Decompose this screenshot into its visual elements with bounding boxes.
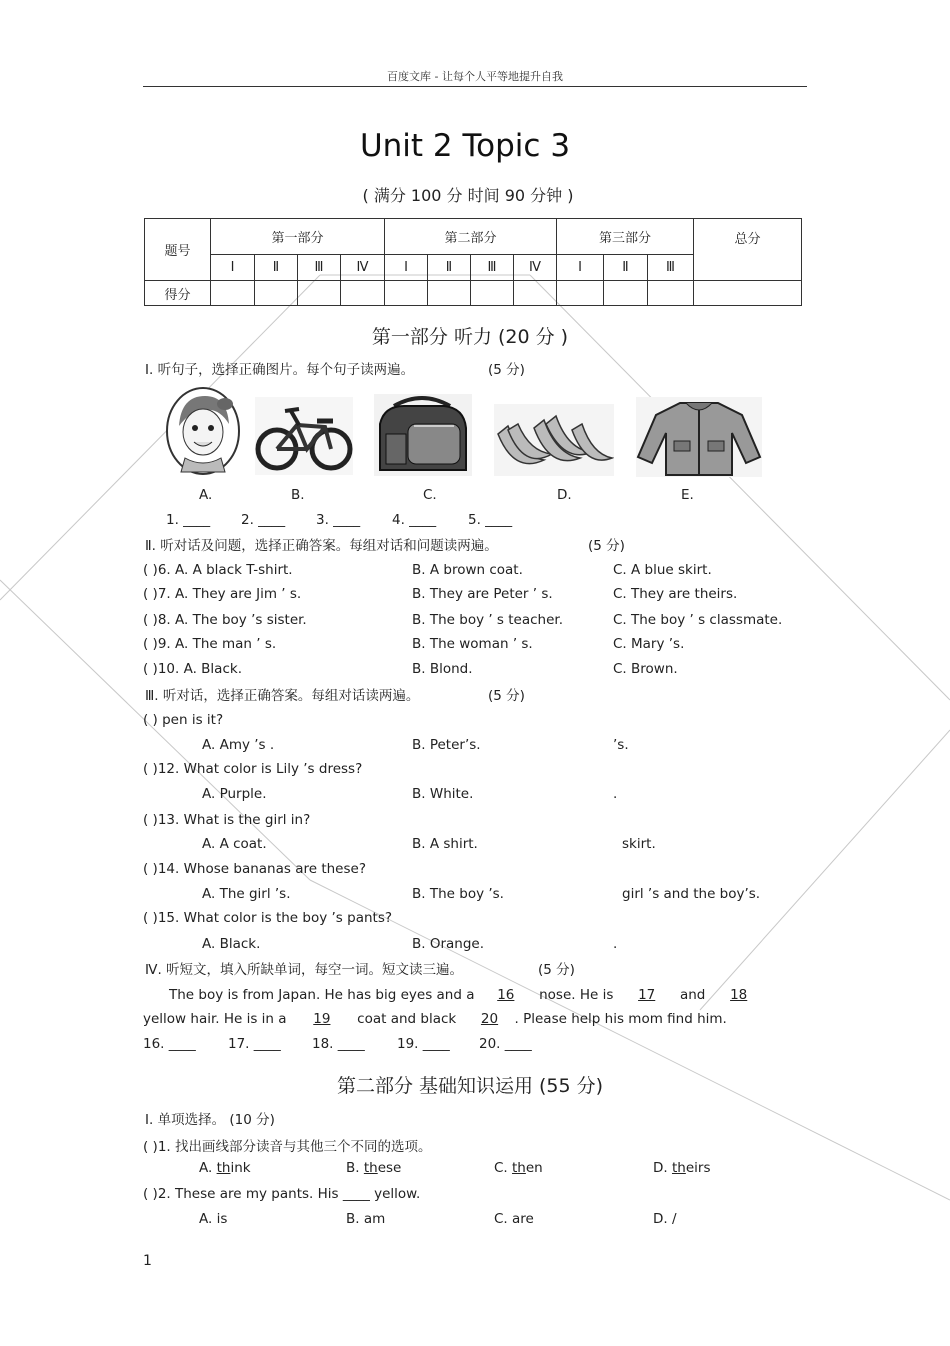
answer-blank[interactable]: 3. ____ bbox=[316, 512, 361, 528]
option-11c: ’s. bbox=[613, 737, 629, 753]
bananas-icon bbox=[494, 404, 614, 476]
picture-label-d: D. bbox=[557, 487, 572, 503]
option-8c: C. The boy ’ s classmate. bbox=[613, 612, 783, 628]
score-cell[interactable] bbox=[604, 281, 648, 306]
option-13c: skirt. bbox=[622, 836, 656, 852]
page-header: 百度文库 - 让每个人平等地提升自我 bbox=[387, 70, 563, 83]
score-cell[interactable] bbox=[385, 281, 428, 306]
passage-text: and bbox=[679, 987, 706, 1003]
option-10c: C. Brown. bbox=[613, 661, 678, 677]
option-p2-2a: A. is bbox=[199, 1211, 228, 1227]
option-9b: B. The woman ’ s. bbox=[412, 636, 533, 652]
sec2-instruction: Ⅱ. 听对话及问题，选择正确答案。每组对话和问题读两遍。 bbox=[145, 538, 498, 554]
score-cell[interactable] bbox=[471, 281, 514, 306]
option-11b: B. Peter’s. bbox=[412, 737, 481, 753]
option-15b: B. Orange. bbox=[412, 936, 485, 952]
option-p2-2c: C. are bbox=[494, 1211, 534, 1227]
option-8b: B. The boy ’ s teacher. bbox=[412, 612, 564, 628]
passage-text: nose. He is bbox=[539, 987, 614, 1003]
sec2-points: (5 分) bbox=[588, 538, 625, 554]
option-10b: B. Blond. bbox=[412, 661, 473, 677]
option-p2-1a: A. think bbox=[199, 1160, 251, 1176]
option-6b: B. A brown coat. bbox=[412, 562, 523, 578]
option-13a: A. A coat. bbox=[202, 836, 267, 852]
score-col: Ⅰ bbox=[385, 255, 428, 281]
score-cell[interactable] bbox=[255, 281, 298, 306]
answer-blank[interactable]: 16. ____ bbox=[143, 1036, 196, 1052]
option-15c: . bbox=[613, 936, 618, 952]
score-col: Ⅲ bbox=[471, 255, 514, 281]
picture-label-a: A. bbox=[199, 487, 213, 503]
question-11: ( ) pen is it? bbox=[143, 712, 224, 728]
sec1-instruction: Ⅰ. 听句子，选择正确图片。每个句子读两遍。 bbox=[145, 362, 415, 378]
score-cell[interactable] bbox=[341, 281, 385, 306]
option-15a: A. Black. bbox=[202, 936, 261, 952]
answer-blank[interactable]: 1. ____ bbox=[166, 512, 211, 528]
option-12c: . bbox=[613, 786, 618, 802]
girl-face-icon bbox=[165, 386, 241, 476]
option-13b: B. A shirt. bbox=[412, 836, 478, 852]
option-7c: C. They are theirs. bbox=[613, 586, 738, 602]
question-7: ( )7. A. They are Jim ’ s. bbox=[143, 586, 302, 602]
question-9: ( )9. A. The man ’ s. bbox=[143, 636, 277, 652]
question-8: ( )8. A. The boy ’s sister. bbox=[143, 612, 307, 628]
score-col: Ⅰ bbox=[211, 255, 255, 281]
option-12a: A. Purple. bbox=[202, 786, 267, 802]
passage-line-2 bbox=[143, 1011, 727, 1027]
passage-text: . Please help his mom find him. bbox=[514, 1011, 727, 1027]
question-10: ( )10. A. Black. bbox=[143, 661, 242, 677]
answer-blank[interactable]: 2. ____ bbox=[241, 512, 286, 528]
option-9c: C. Mary ’s. bbox=[613, 636, 685, 652]
sec4-points: (5 分) bbox=[538, 962, 575, 978]
part1-heading: 第一部分 听力 (20 分 ) bbox=[371, 326, 569, 348]
score-table-total: 总分 bbox=[694, 219, 802, 281]
score-col: Ⅱ bbox=[604, 255, 648, 281]
passage-text: coat and black bbox=[357, 1011, 457, 1027]
score-col: Ⅰ bbox=[557, 255, 604, 281]
answer-blank[interactable]: 4. ____ bbox=[392, 512, 437, 528]
picture-label-e: E. bbox=[681, 487, 694, 503]
score-col: Ⅲ bbox=[298, 255, 341, 281]
option-p2-2d: D. / bbox=[653, 1211, 677, 1227]
passage-line-1 bbox=[169, 987, 762, 1003]
sec1-points: (5 分) bbox=[488, 362, 525, 378]
question-15: ( )15. What color is the boy ’s pants? bbox=[143, 910, 393, 926]
option-11a: A. Amy ’s . bbox=[202, 737, 275, 753]
option-p2-1d: D. theirs bbox=[653, 1160, 711, 1176]
score-cell[interactable] bbox=[514, 281, 557, 306]
blank-20: 20 bbox=[480, 1011, 499, 1027]
option-7b: B. They are Peter ’ s. bbox=[412, 586, 553, 602]
schoolbag-icon bbox=[374, 394, 472, 476]
option-14b: B. The boy ’s. bbox=[412, 886, 504, 902]
blank-19: 19 bbox=[313, 1011, 331, 1027]
score-cell[interactable] bbox=[298, 281, 341, 306]
header-rule bbox=[143, 86, 807, 87]
answer-blank[interactable]: 17. ____ bbox=[228, 1036, 281, 1052]
answer-blank[interactable]: 20. ____ bbox=[479, 1036, 532, 1052]
option-6c: C. A blue skirt. bbox=[613, 562, 712, 578]
page-number: 1 bbox=[143, 1253, 152, 1269]
part2-heading: 第二部分 基础知识运用 (55 分) bbox=[336, 1075, 604, 1097]
part2-sec1-instruction: Ⅰ. 单项选择。 (10 分) bbox=[145, 1112, 275, 1128]
score-table bbox=[144, 218, 802, 306]
option-p2-2b: B. am bbox=[346, 1211, 386, 1227]
option-12b: B. White. bbox=[412, 786, 474, 802]
question-13: ( )13. What is the girl in? bbox=[143, 812, 311, 828]
passage-text: yellow hair. He is in a bbox=[143, 1011, 287, 1027]
question-p2-1: ( )1. 找出画线部分读音与其他三个不同的选项。 bbox=[143, 1139, 432, 1155]
question-12: ( )12. What color is Lily ’s dress? bbox=[143, 761, 363, 777]
score-table-part1: 第一部分 bbox=[211, 219, 385, 255]
document-subtitle: ( 满分 100 分 时间 90 分钟 ) bbox=[362, 186, 574, 205]
passage-text: The boy is from Japan. He has big eyes and a bbox=[169, 987, 475, 1003]
question-6: ( )6. A. A black T-shirt. bbox=[143, 562, 293, 578]
score-col: Ⅳ bbox=[514, 255, 557, 281]
answer-blank[interactable]: 18. ____ bbox=[312, 1036, 365, 1052]
document-title: Unit 2 Topic 3 bbox=[359, 128, 571, 164]
blank-16: 16 bbox=[497, 987, 515, 1003]
score-cell[interactable] bbox=[648, 281, 694, 306]
option-p2-1c: C. then bbox=[494, 1160, 543, 1176]
blank-18: 18 bbox=[730, 987, 748, 1003]
score-cell[interactable] bbox=[211, 281, 255, 306]
score-cell[interactable] bbox=[557, 281, 604, 306]
score-table-part2: 第二部分 bbox=[385, 219, 557, 255]
jacket-icon bbox=[636, 397, 762, 477]
picture-label-b: B. bbox=[291, 487, 305, 503]
score-table-label-defen: 得分 bbox=[145, 281, 211, 306]
option-14a: A. The girl ’s. bbox=[202, 886, 291, 902]
sec4-instruction: Ⅳ. 听短文，填入所缺单词，每空一词。短文读三遍。 bbox=[145, 962, 464, 978]
question-p2-2: ( )2. These are my pants. His ____ yellow. bbox=[143, 1186, 421, 1202]
sec3-instruction: Ⅲ. 听对话，选择正确答案。每组对话读两遍。 bbox=[145, 688, 420, 704]
option-p2-1b: B. these bbox=[346, 1160, 402, 1176]
score-table-label-tihao: 题号 bbox=[145, 219, 211, 281]
question-14: ( )14. Whose bananas are these? bbox=[143, 861, 366, 877]
blank-17: 17 bbox=[638, 987, 656, 1003]
answer-blank[interactable]: 19. ____ bbox=[397, 1036, 450, 1052]
score-cell[interactable] bbox=[428, 281, 471, 306]
score-col: Ⅱ bbox=[428, 255, 471, 281]
score-col: Ⅳ bbox=[341, 255, 385, 281]
score-col: Ⅱ bbox=[255, 255, 298, 281]
score-table-part3: 第三部分 bbox=[557, 219, 694, 255]
answer-blank[interactable]: 5. ____ bbox=[468, 512, 513, 528]
bicycle-icon bbox=[255, 397, 353, 475]
score-cell[interactable] bbox=[694, 281, 802, 306]
score-col: Ⅲ bbox=[648, 255, 694, 281]
sec3-points: (5 分) bbox=[488, 688, 525, 704]
picture-label-c: C. bbox=[423, 487, 437, 503]
option-14c: girl ’s and the boy’s. bbox=[622, 886, 761, 902]
